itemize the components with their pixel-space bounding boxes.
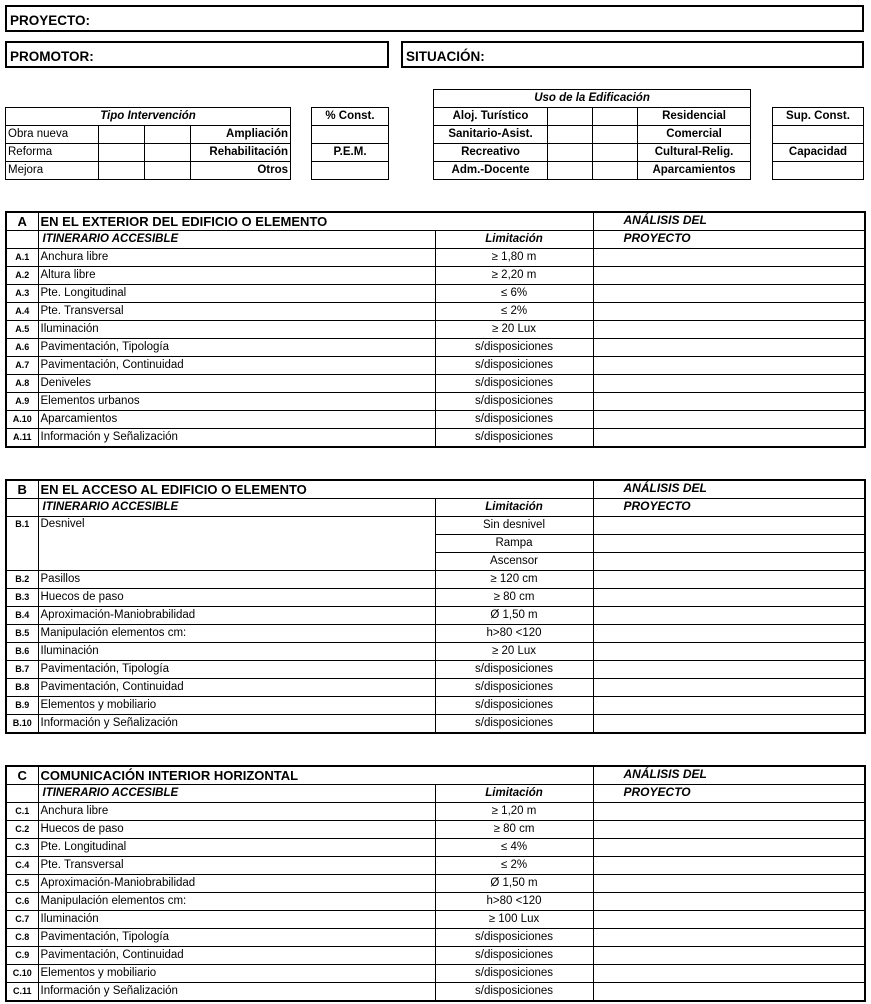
item-limit: s/disposiciones xyxy=(435,393,593,411)
limitacion-label: Limitación xyxy=(435,785,593,803)
item-code: A.4 xyxy=(6,303,38,321)
blank-cell xyxy=(6,499,38,517)
section-letter: B xyxy=(6,480,38,499)
uso-table xyxy=(433,89,751,180)
item-limit: s/disposiciones xyxy=(435,411,593,429)
item-limit: ≤ 2% xyxy=(435,857,593,875)
item-limit: s/disposiciones xyxy=(435,965,593,983)
tipo-intervencion-title: Tipo Intervención xyxy=(6,108,291,126)
uso-row xyxy=(434,108,751,126)
tipo-cell[interactable] xyxy=(145,126,191,144)
item-limit: s/disposiciones xyxy=(435,375,593,393)
item-name: Manipulación elementos cm: xyxy=(38,625,435,643)
tipo-otros: Otros xyxy=(191,162,291,180)
uso-cultural: Cultural-Relig. xyxy=(638,144,751,162)
item-code: B.4 xyxy=(6,607,38,625)
tipo-obra-nueva: Obra nueva xyxy=(6,126,99,144)
item-name: Pavimentación, Tipología xyxy=(38,929,435,947)
item-code: A.6 xyxy=(6,339,38,357)
analisis-cell[interactable] xyxy=(593,839,865,857)
item-name: Iluminación xyxy=(38,321,435,339)
item-limit: ≤ 6% xyxy=(435,285,593,303)
const-title: % Const. xyxy=(312,108,389,126)
table-row xyxy=(6,983,865,1002)
item-code: A.1 xyxy=(6,249,38,267)
table-row xyxy=(6,929,865,947)
item-name: Pavimentación, Continuidad xyxy=(38,679,435,697)
item-name: Elementos y mobiliario xyxy=(38,965,435,983)
item-name: Información y Señalización xyxy=(38,429,435,448)
analisis-cell[interactable] xyxy=(593,393,865,411)
item-name: Aproximación-Maniobrabilidad xyxy=(38,607,435,625)
capacidad-label: Capacidad xyxy=(773,144,864,162)
blank-cell xyxy=(6,231,38,249)
table-row xyxy=(6,875,865,893)
tipo-row xyxy=(6,144,291,162)
item-limit: ≥ 80 cm xyxy=(435,821,593,839)
analisis-cell[interactable] xyxy=(593,339,865,357)
table-row xyxy=(6,839,865,857)
tipo-reforma: Reforma xyxy=(6,144,99,162)
item-limit: s/disposiciones xyxy=(435,661,593,679)
item-name: Iluminación xyxy=(38,643,435,661)
analisis-cell[interactable] xyxy=(593,965,865,983)
table-row xyxy=(6,249,865,267)
item-code: A.10 xyxy=(6,411,38,429)
item-code: A.7 xyxy=(6,357,38,375)
item-name: Altura libre xyxy=(38,267,435,285)
analisis-cell[interactable] xyxy=(593,803,865,821)
tipo-cell[interactable] xyxy=(99,144,145,162)
analisis-cell[interactable] xyxy=(593,357,865,375)
analisis-cell[interactable] xyxy=(593,267,865,285)
item-code: C.10 xyxy=(6,965,38,983)
item-limit: ≤ 4% xyxy=(435,839,593,857)
item-name: Deniveles xyxy=(38,375,435,393)
sup-table xyxy=(772,107,864,180)
item-limit: ≥ 120 cm xyxy=(435,571,593,589)
uso-comercial: Comercial xyxy=(638,126,751,144)
item-limit: s/disposiciones xyxy=(435,929,593,947)
analisis-cell[interactable] xyxy=(593,947,865,965)
analisis-cell[interactable] xyxy=(593,249,865,267)
table-row xyxy=(6,643,865,661)
item-name: Anchura libre xyxy=(38,803,435,821)
table-row xyxy=(6,429,865,448)
analisis-cell[interactable] xyxy=(593,715,865,734)
item-code: A.5 xyxy=(6,321,38,339)
uso-cell[interactable] xyxy=(593,126,638,144)
table-row xyxy=(6,625,865,643)
tipo-row xyxy=(6,126,291,144)
analisis-header-line2: PROYECTO xyxy=(593,499,865,517)
item-code: C.8 xyxy=(6,929,38,947)
analisis-header-line2: PROYECTO xyxy=(593,231,865,249)
item-name: Pte. Longitudinal xyxy=(38,839,435,857)
proyecto-field[interactable] xyxy=(5,5,864,32)
tipo-row xyxy=(6,162,291,180)
item-code: B.5 xyxy=(6,625,38,643)
analisis-cell[interactable] xyxy=(593,821,865,839)
table-row xyxy=(6,821,865,839)
item-limit: s/disposiciones xyxy=(435,357,593,375)
blank-cell xyxy=(6,785,38,803)
item-limit: s/disposiciones xyxy=(435,697,593,715)
section-title: COMUNICACIÓN INTERIOR HORIZONTAL xyxy=(38,766,593,785)
uso-adm: Adm.-Docente xyxy=(434,162,548,180)
table-row xyxy=(6,375,865,393)
table-row xyxy=(6,267,865,285)
analisis-cell[interactable] xyxy=(593,625,865,643)
item-name: Pavimentación, Tipología xyxy=(38,661,435,679)
analisis-cell[interactable] xyxy=(593,661,865,679)
item-name: Huecos de paso xyxy=(38,589,435,607)
item-limit: s/disposiciones xyxy=(435,983,593,1002)
uso-cell[interactable] xyxy=(548,162,593,180)
analisis-cell[interactable] xyxy=(593,643,865,661)
promotor-label: PROMOTOR: xyxy=(10,49,94,64)
item-name: Pasillos xyxy=(38,571,435,589)
uso-row xyxy=(434,162,751,180)
uso-cell[interactable] xyxy=(593,162,638,180)
itinerario-label: ITINERARIO ACCESIBLE xyxy=(38,785,435,803)
table-row xyxy=(6,893,865,911)
uso-aparcamientos: Aparcamientos xyxy=(638,162,751,180)
analisis-cell[interactable] xyxy=(593,679,865,697)
section-title: EN EL ACCESO AL EDIFICIO O ELEMENTO xyxy=(38,480,593,499)
item-limit: ≤ 2% xyxy=(435,303,593,321)
item-name: Desnivel xyxy=(38,517,435,571)
uso-cell[interactable] xyxy=(593,144,638,162)
table-row xyxy=(6,589,865,607)
item-name: Elementos urbanos xyxy=(38,393,435,411)
item-limit: s/disposiciones xyxy=(435,715,593,734)
table-row xyxy=(6,411,865,429)
table-row xyxy=(6,715,865,734)
tipo-intervencion-table xyxy=(5,107,291,180)
analisis-cell[interactable] xyxy=(593,571,865,589)
item-name: Aparcamientos xyxy=(38,411,435,429)
item-name: Anchura libre xyxy=(38,249,435,267)
analisis-cell[interactable] xyxy=(593,911,865,929)
table-row xyxy=(6,285,865,303)
item-code: C.7 xyxy=(6,911,38,929)
item-name: Información y Señalización xyxy=(38,983,435,1002)
item-name: Pte. Transversal xyxy=(38,857,435,875)
analisis-header-line1: ANÁLISIS DEL xyxy=(593,480,865,499)
item-name: Información y Señalización xyxy=(38,715,435,734)
tipo-rehabilitacion: Rehabilitación xyxy=(191,144,291,162)
item-name: Manipulación elementos cm: xyxy=(38,893,435,911)
table-row xyxy=(6,517,865,535)
item-code: B.9 xyxy=(6,697,38,715)
item-limit: s/disposiciones xyxy=(435,429,593,448)
sup-value[interactable] xyxy=(773,126,864,144)
capacidad-value[interactable] xyxy=(773,162,864,180)
table-row xyxy=(6,321,865,339)
table-row xyxy=(6,965,865,983)
table-row xyxy=(6,911,865,929)
item-limit: Ø 1,50 m xyxy=(435,875,593,893)
uso-sanitario: Sanitario-Asist. xyxy=(434,126,548,144)
analisis-cell[interactable] xyxy=(593,983,865,1002)
item-code: A.3 xyxy=(6,285,38,303)
analisis-cell[interactable] xyxy=(593,857,865,875)
tipo-mejora: Mejora xyxy=(6,162,99,180)
analisis-cell[interactable] xyxy=(593,303,865,321)
table-row xyxy=(6,339,865,357)
section-title: EN EL EXTERIOR DEL EDIFICIO O ELEMENTO xyxy=(38,212,593,231)
pem-label: P.E.M. xyxy=(312,144,389,162)
section-letter: C xyxy=(6,766,38,785)
analisis-cell[interactable] xyxy=(593,429,865,448)
item-code: A.11 xyxy=(6,429,38,448)
item-code: B.10 xyxy=(6,715,38,734)
uso-row xyxy=(434,144,751,162)
table-row xyxy=(6,679,865,697)
item-code: B.8 xyxy=(6,679,38,697)
item-name: Huecos de paso xyxy=(38,821,435,839)
item-code: B.7 xyxy=(6,661,38,679)
analisis-cell[interactable] xyxy=(593,893,865,911)
item-limit: Ascensor xyxy=(435,553,593,571)
table-row xyxy=(6,607,865,625)
table-row xyxy=(6,303,865,321)
situacion-label: SITUACIÓN: xyxy=(406,49,485,64)
itinerario-label: ITINERARIO ACCESIBLE xyxy=(38,499,435,517)
item-name: Aproximación-Maniobrabilidad xyxy=(38,875,435,893)
uso-row xyxy=(434,126,751,144)
limitacion-label: Limitación xyxy=(435,231,593,249)
analisis-cell[interactable] xyxy=(593,697,865,715)
situacion-field[interactable] xyxy=(401,41,864,68)
item-code: C.2 xyxy=(6,821,38,839)
pem-value[interactable] xyxy=(312,162,389,180)
analisis-cell[interactable] xyxy=(593,285,865,303)
item-limit: ≥ 100 Lux xyxy=(435,911,593,929)
item-name: Pte. Longitudinal xyxy=(38,285,435,303)
table-row xyxy=(6,697,865,715)
analisis-cell[interactable] xyxy=(593,535,865,553)
promotor-field[interactable] xyxy=(5,41,389,68)
item-name: Pte. Transversal xyxy=(38,303,435,321)
tipo-ampliacion: Ampliación xyxy=(191,126,291,144)
analisis-cell[interactable] xyxy=(593,517,865,535)
const-value[interactable] xyxy=(312,126,389,144)
uso-residencial: Residencial xyxy=(638,108,751,126)
table-row xyxy=(6,393,865,411)
tipo-cell[interactable] xyxy=(145,162,191,180)
item-limit: ≥ 80 cm xyxy=(435,589,593,607)
item-code: B.3 xyxy=(6,589,38,607)
item-limit: ≥ 1,80 m xyxy=(435,249,593,267)
item-name: Pavimentación, Tipología xyxy=(38,339,435,357)
item-limit: h>80 <120 xyxy=(435,893,593,911)
analisis-header-line2: PROYECTO xyxy=(593,785,865,803)
item-code: C.6 xyxy=(6,893,38,911)
table-row xyxy=(6,357,865,375)
item-name: Pavimentación, Continuidad xyxy=(38,357,435,375)
item-limit: ≥ 2,20 m xyxy=(435,267,593,285)
tipo-cell[interactable] xyxy=(145,144,191,162)
table-row xyxy=(6,571,865,589)
uso-cell[interactable] xyxy=(593,108,638,126)
item-limit: s/disposiciones xyxy=(435,339,593,357)
item-limit: Ø 1,50 m xyxy=(435,607,593,625)
const-table xyxy=(311,107,389,180)
item-code: A.2 xyxy=(6,267,38,285)
item-limit: s/disposiciones xyxy=(435,679,593,697)
item-code: C.4 xyxy=(6,857,38,875)
uso-title: Uso de la Edificación xyxy=(434,90,751,108)
item-code: C.11 xyxy=(6,983,38,1002)
uso-recreativo: Recreativo xyxy=(434,144,548,162)
section-b-table xyxy=(5,479,866,734)
proyecto-label: PROYECTO: xyxy=(10,13,91,28)
uso-cell[interactable] xyxy=(548,144,593,162)
analisis-cell[interactable] xyxy=(593,321,865,339)
item-code: B.1 xyxy=(6,517,38,571)
item-name: Pavimentación, Continuidad xyxy=(38,947,435,965)
item-code: C.3 xyxy=(6,839,38,857)
item-code: C.5 xyxy=(6,875,38,893)
analisis-cell[interactable] xyxy=(593,607,865,625)
analisis-header-line1: ANÁLISIS DEL xyxy=(593,766,865,785)
tipo-cell[interactable] xyxy=(99,162,145,180)
item-code: A.9 xyxy=(6,393,38,411)
item-name: Iluminación xyxy=(38,911,435,929)
uso-cell[interactable] xyxy=(548,108,593,126)
sup-title: Sup. Const. xyxy=(773,108,864,126)
item-limit: ≥ 20 Lux xyxy=(435,643,593,661)
itinerario-label: ITINERARIO ACCESIBLE xyxy=(38,231,435,249)
item-limit: h>80 <120 xyxy=(435,625,593,643)
analisis-header-line1: ANÁLISIS DEL xyxy=(593,212,865,231)
item-code: C.9 xyxy=(6,947,38,965)
analisis-cell[interactable] xyxy=(593,875,865,893)
tipo-cell[interactable] xyxy=(99,126,145,144)
item-name: Elementos y mobiliario xyxy=(38,697,435,715)
item-limit: Rampa xyxy=(435,535,593,553)
table-row xyxy=(6,947,865,965)
table-row xyxy=(6,803,865,821)
table-row xyxy=(6,857,865,875)
item-limit: s/disposiciones xyxy=(435,947,593,965)
item-limit: ≥ 1,20 m xyxy=(435,803,593,821)
item-code: B.6 xyxy=(6,643,38,661)
section-letter: A xyxy=(6,212,38,231)
analisis-cell[interactable] xyxy=(593,929,865,947)
analisis-cell[interactable] xyxy=(593,553,865,571)
item-code: A.8 xyxy=(6,375,38,393)
item-limit: Sin desnivel xyxy=(435,517,593,535)
analisis-cell[interactable] xyxy=(593,589,865,607)
section-c-table xyxy=(5,765,866,1002)
analisis-cell[interactable] xyxy=(593,411,865,429)
item-code: C.1 xyxy=(6,803,38,821)
section-a-table xyxy=(5,211,866,448)
uso-aloj: Aloj. Turístico xyxy=(434,108,548,126)
item-code: B.2 xyxy=(6,571,38,589)
uso-cell[interactable] xyxy=(548,126,593,144)
analisis-cell[interactable] xyxy=(593,375,865,393)
table-row xyxy=(6,661,865,679)
item-limit: ≥ 20 Lux xyxy=(435,321,593,339)
limitacion-label: Limitación xyxy=(435,499,593,517)
